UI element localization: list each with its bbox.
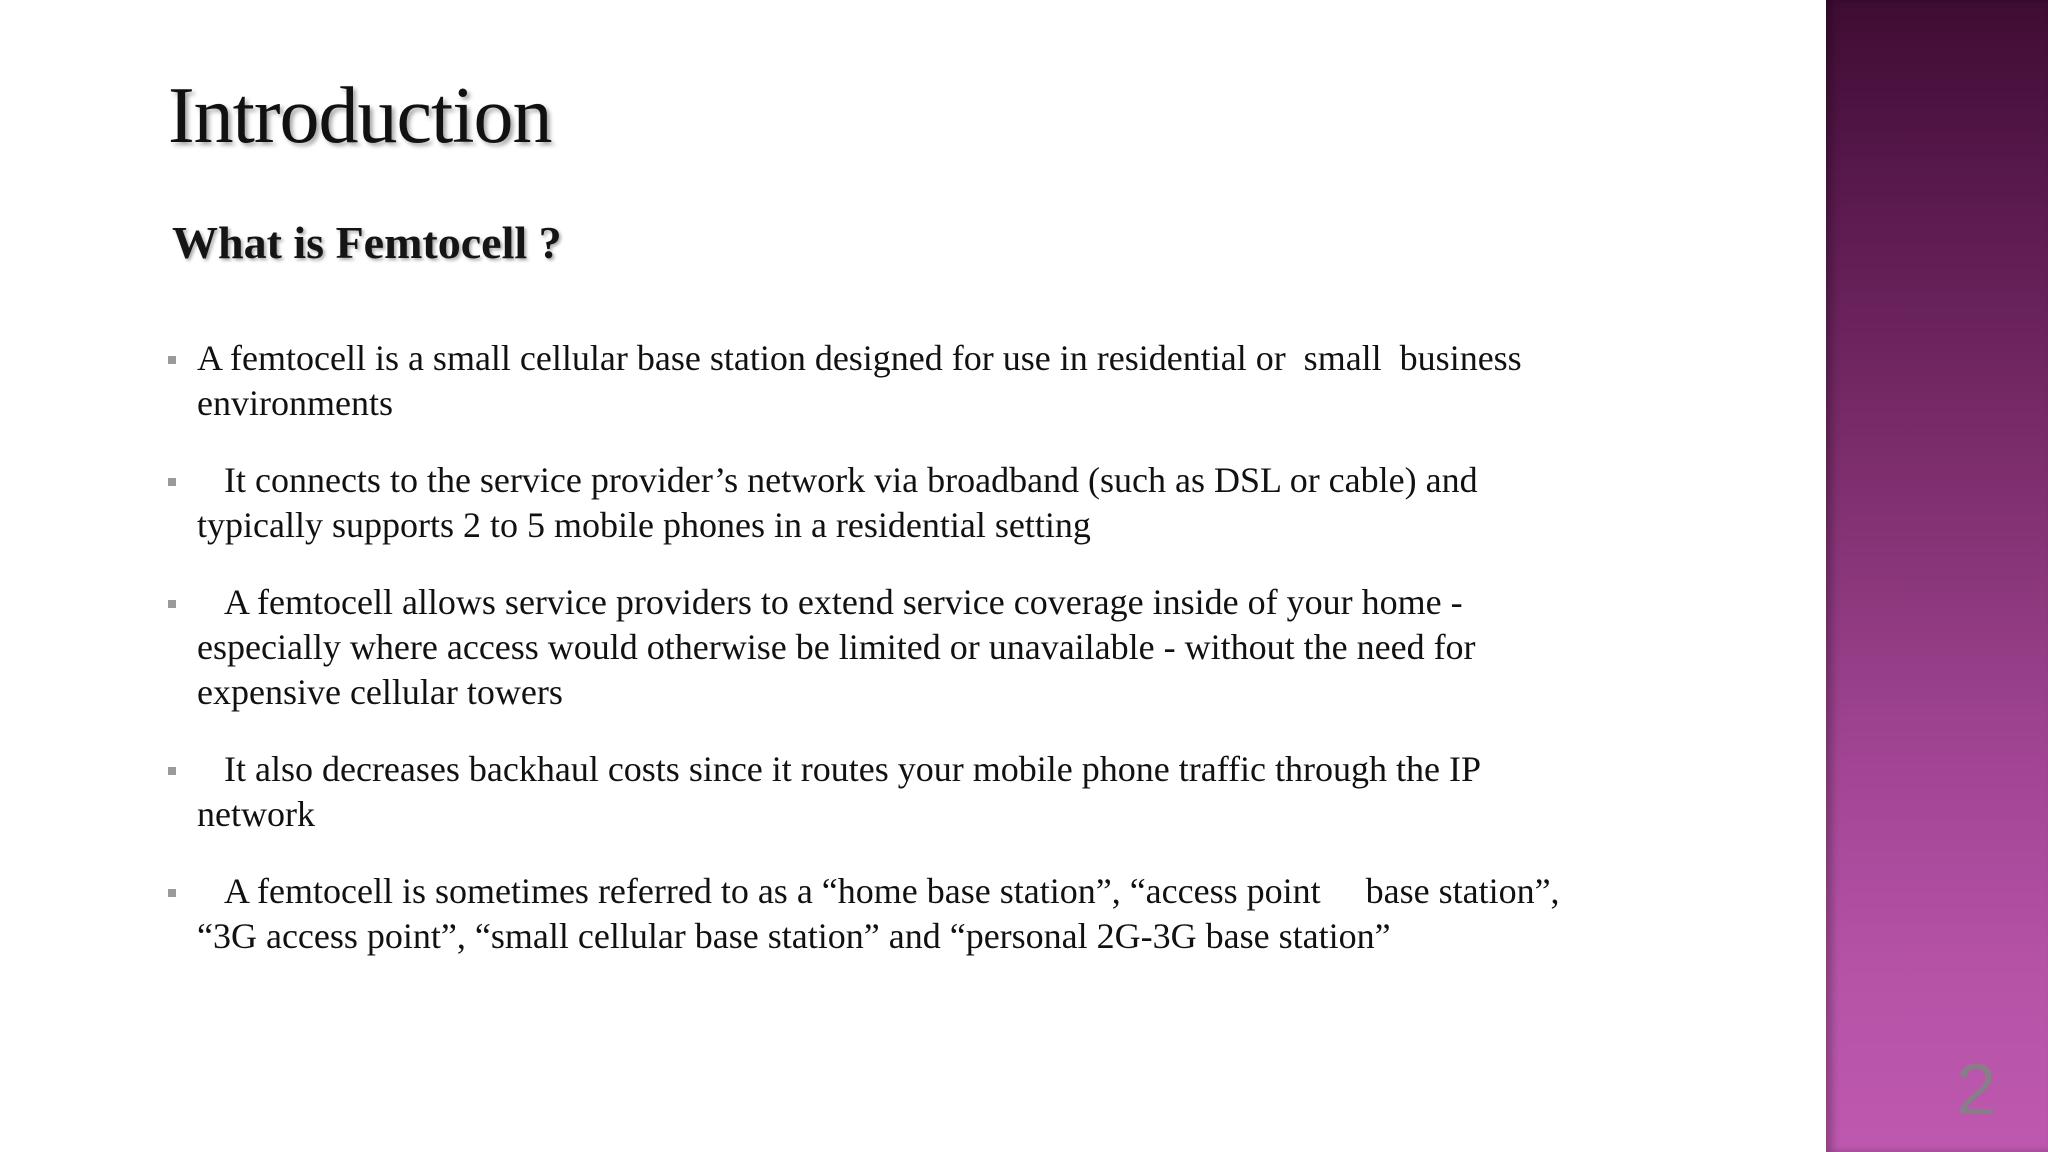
square-bullet-icon xyxy=(168,600,176,608)
square-bullet-icon xyxy=(168,889,176,897)
bullet-text: It connects to the service provider’s network via broadband (such as DSL or cable) and typically supports 2 to 5 mobile phones in a residential setting xyxy=(197,460,1478,545)
bullet-item xyxy=(168,869,1668,959)
page-number: 2 xyxy=(1955,1050,1996,1130)
bullet-text: A femtocell allows service providers to extend service coverage inside of your home - especially where access would otherwise be limited or unavailable - without the need for expensive cellular towers xyxy=(197,582,1476,712)
square-bullet-icon xyxy=(168,478,176,486)
decorative-sidebar xyxy=(1826,0,2048,1152)
slide-title: Introduction xyxy=(168,72,552,160)
bullet-item xyxy=(168,580,1668,715)
bullet-item xyxy=(168,336,1668,426)
square-bullet-icon xyxy=(168,767,176,775)
square-bullet-icon xyxy=(168,356,176,364)
bullet-text: A femtocell is a small cellular base station designed for use in residential or small business environments xyxy=(197,338,1522,423)
bullet-text: It also decreases backhaul costs since it routes your mobile phone traffic through the IP network xyxy=(197,749,1481,834)
slide-subtitle: What is Femtocell ? xyxy=(172,217,562,268)
bullet-item xyxy=(168,458,1668,548)
bullet-list xyxy=(168,336,1668,991)
bullet-text: A femtocell is sometimes referred to as a “home base station”, “access point base station”, “3G access point”, “small cellular base station” and “personal 2G-3G base station” xyxy=(197,871,1560,956)
bullet-item xyxy=(168,747,1668,837)
